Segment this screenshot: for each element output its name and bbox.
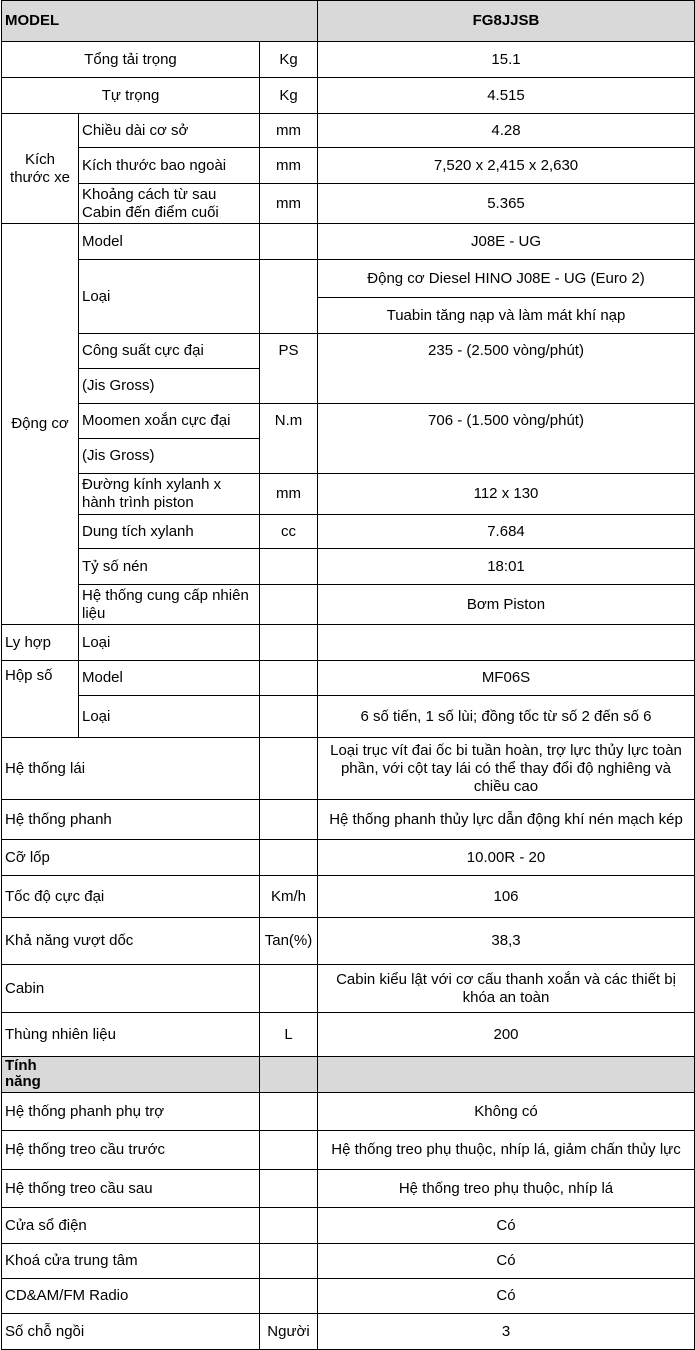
row-value: Không có (318, 1093, 695, 1131)
table-row (2, 1244, 695, 1279)
table-row (2, 625, 695, 661)
row-unit (260, 260, 318, 334)
table-row (2, 1279, 695, 1314)
row-unit (260, 1208, 318, 1244)
row-value (318, 1057, 695, 1093)
row-value: 200 (318, 1013, 695, 1057)
table-row (2, 1131, 695, 1170)
table-row (2, 965, 695, 1013)
row-label: Chiều dài cơ sở (79, 114, 260, 148)
row-value: Có (318, 1208, 695, 1244)
table-row (2, 224, 695, 260)
row-unit (260, 224, 318, 260)
row-label: Loại (79, 625, 260, 661)
row-unit (260, 549, 318, 585)
row-label: Tổng tải trọng (2, 42, 260, 78)
row-unit: mm (260, 148, 318, 184)
row-value: 706 - (1.500 vòng/phút) (318, 404, 695, 474)
row-value: Hệ thống treo phụ thuộc, nhíp lá (318, 1170, 695, 1208)
row-label: Hệ thống phanh (2, 800, 260, 840)
row-label: Đường kính xylanh x hành trình piston (79, 474, 260, 515)
row-label: CD&AM/FM Radio (2, 1279, 260, 1314)
row-value: Tuabin tăng nạp và làm mát khí nạp (318, 298, 695, 334)
row-value: 6 số tiến, 1 số lùi; đồng tốc từ số 2 đến số 6 (318, 696, 695, 738)
row-label: Hệ thống lái (2, 738, 260, 800)
table-row (2, 184, 695, 224)
table-row (2, 800, 695, 840)
group-label: Hộp số (2, 661, 79, 738)
table-row (2, 515, 695, 549)
row-unit: PS (260, 334, 318, 404)
table-row (2, 585, 695, 625)
group-label: Kích thước xe (2, 114, 79, 224)
table-row (2, 42, 695, 78)
row-value: Động cơ Diesel HINO J08E - UG (Euro 2) (318, 260, 695, 298)
row-value: 106 (318, 876, 695, 918)
table-row (2, 1170, 695, 1208)
row-label: Cửa sổ điện (2, 1208, 260, 1244)
table-row (2, 876, 695, 918)
section-title (2, 1057, 260, 1093)
row-label: Cabin (2, 965, 260, 1013)
section-row (2, 1057, 695, 1093)
row-label: Hệ thống phanh phụ trợ (2, 1093, 260, 1131)
row-label: Tỷ số nén (79, 549, 260, 585)
table-row (2, 661, 695, 696)
row-unit (260, 1279, 318, 1314)
row-unit (260, 625, 318, 661)
row-label: Khoá cửa trung tâm (2, 1244, 260, 1279)
row-value: Hệ thống phanh thủy lực dẫn động khí nén mạch kép (318, 800, 695, 840)
row-unit: mm (260, 114, 318, 148)
row-label: Dung tích xylanh (79, 515, 260, 549)
row-unit (260, 696, 318, 738)
row-unit: Kg (260, 78, 318, 114)
row-value: 3 (318, 1314, 695, 1350)
group-label: Động cơ (2, 224, 79, 625)
row-value: Có (318, 1244, 695, 1279)
row-value: 7,520 x 2,415 x 2,630 (318, 148, 695, 184)
row-unit (260, 585, 318, 625)
row-label: Hệ thống cung cấp nhiên liệu (79, 585, 260, 625)
row-value: 4.28 (318, 114, 695, 148)
row-value: Có (318, 1279, 695, 1314)
row-unit: mm (260, 474, 318, 515)
table-row (2, 1208, 695, 1244)
table-row (2, 1013, 695, 1057)
row-unit (260, 1057, 318, 1093)
table-row (2, 148, 695, 184)
table-row (2, 1093, 695, 1131)
row-value: 4.515 (318, 78, 695, 114)
row-unit (260, 1093, 318, 1131)
row-label: Hệ thống treo cầu trước (2, 1131, 260, 1170)
row-unit (260, 1244, 318, 1279)
row-label: Loại (79, 260, 260, 334)
row-label: Số chỗ ngồi (2, 1314, 260, 1350)
header-model-code: FG8JJSB (318, 1, 695, 42)
row-unit (260, 840, 318, 876)
header-row (2, 1, 695, 42)
row-label: Loại (79, 696, 260, 738)
row-label: Model (79, 224, 260, 260)
row-value: Loại trục vít đai ốc bi tuần hoàn, trợ lực thủy lực toàn phần, với cột tay lái có thể thay đổi độ nghiêng và chiều cao (318, 738, 695, 800)
row-label: Công suất cực đại (79, 334, 260, 369)
table-row (2, 918, 695, 965)
row-unit: Tan(%) (260, 918, 318, 965)
row-label: Kích thước bao ngoài (79, 148, 260, 184)
table-row (2, 696, 695, 738)
row-unit (260, 661, 318, 696)
row-value: Bơm Piston (318, 585, 695, 625)
row-value: 235 - (2.500 vòng/phút) (318, 334, 695, 404)
row-unit (260, 1170, 318, 1208)
table-row (2, 334, 695, 369)
row-label: Model (79, 661, 260, 696)
row-unit (260, 965, 318, 1013)
row-sub-label: (Jis Gross) (79, 369, 260, 404)
row-label: Thùng nhiên liệu (2, 1013, 260, 1057)
row-value: 15.1 (318, 42, 695, 78)
group-label: Ly hợp (2, 625, 79, 661)
row-value: J08E - UG (318, 224, 695, 260)
section-title-text: Tính năng (5, 1058, 41, 1090)
row-unit (260, 738, 318, 800)
table-row (2, 549, 695, 585)
spec-table (1, 0, 695, 1350)
table-row (2, 738, 695, 800)
header-model: MODEL (2, 1, 318, 42)
row-label: Tốc độ cực đại (2, 876, 260, 918)
row-unit (260, 800, 318, 840)
row-label: Cỡ lốp (2, 840, 260, 876)
row-label: Khoảng cách từ sau Cabin đến điểm cuối (79, 184, 260, 224)
row-label: Khả năng vượt dốc (2, 918, 260, 965)
row-value: 112 x 130 (318, 474, 695, 515)
row-value: Cabin kiểu lật với cơ cấu thanh xoắn và các thiết bị khóa an toàn (318, 965, 695, 1013)
row-value (318, 625, 695, 661)
table-row (2, 260, 695, 298)
table-row (2, 1314, 695, 1350)
row-label: Moomen xoắn cực đại (79, 404, 260, 439)
row-value: Hệ thống treo phụ thuộc, nhíp lá, giảm chấn thủy lực (318, 1131, 695, 1170)
row-sub-label: (Jis Gross) (79, 439, 260, 474)
table-row (2, 114, 695, 148)
row-value: 10.00R - 20 (318, 840, 695, 876)
row-value: 38,3 (318, 918, 695, 965)
table-row (2, 474, 695, 515)
table-row (2, 840, 695, 876)
row-value: 7.684 (318, 515, 695, 549)
row-value: MF06S (318, 661, 695, 696)
row-unit: N.m (260, 404, 318, 474)
row-label: Tự trọng (2, 78, 260, 114)
row-label: Hệ thống treo cầu sau (2, 1170, 260, 1208)
row-unit: cc (260, 515, 318, 549)
table-row (2, 78, 695, 114)
row-unit: Người (260, 1314, 318, 1350)
row-value: 18:01 (318, 549, 695, 585)
row-unit: Km/h (260, 876, 318, 918)
row-unit: L (260, 1013, 318, 1057)
row-unit: mm (260, 184, 318, 224)
row-value: 5.365 (318, 184, 695, 224)
row-unit: Kg (260, 42, 318, 78)
table-row (2, 404, 695, 439)
row-unit (260, 1131, 318, 1170)
